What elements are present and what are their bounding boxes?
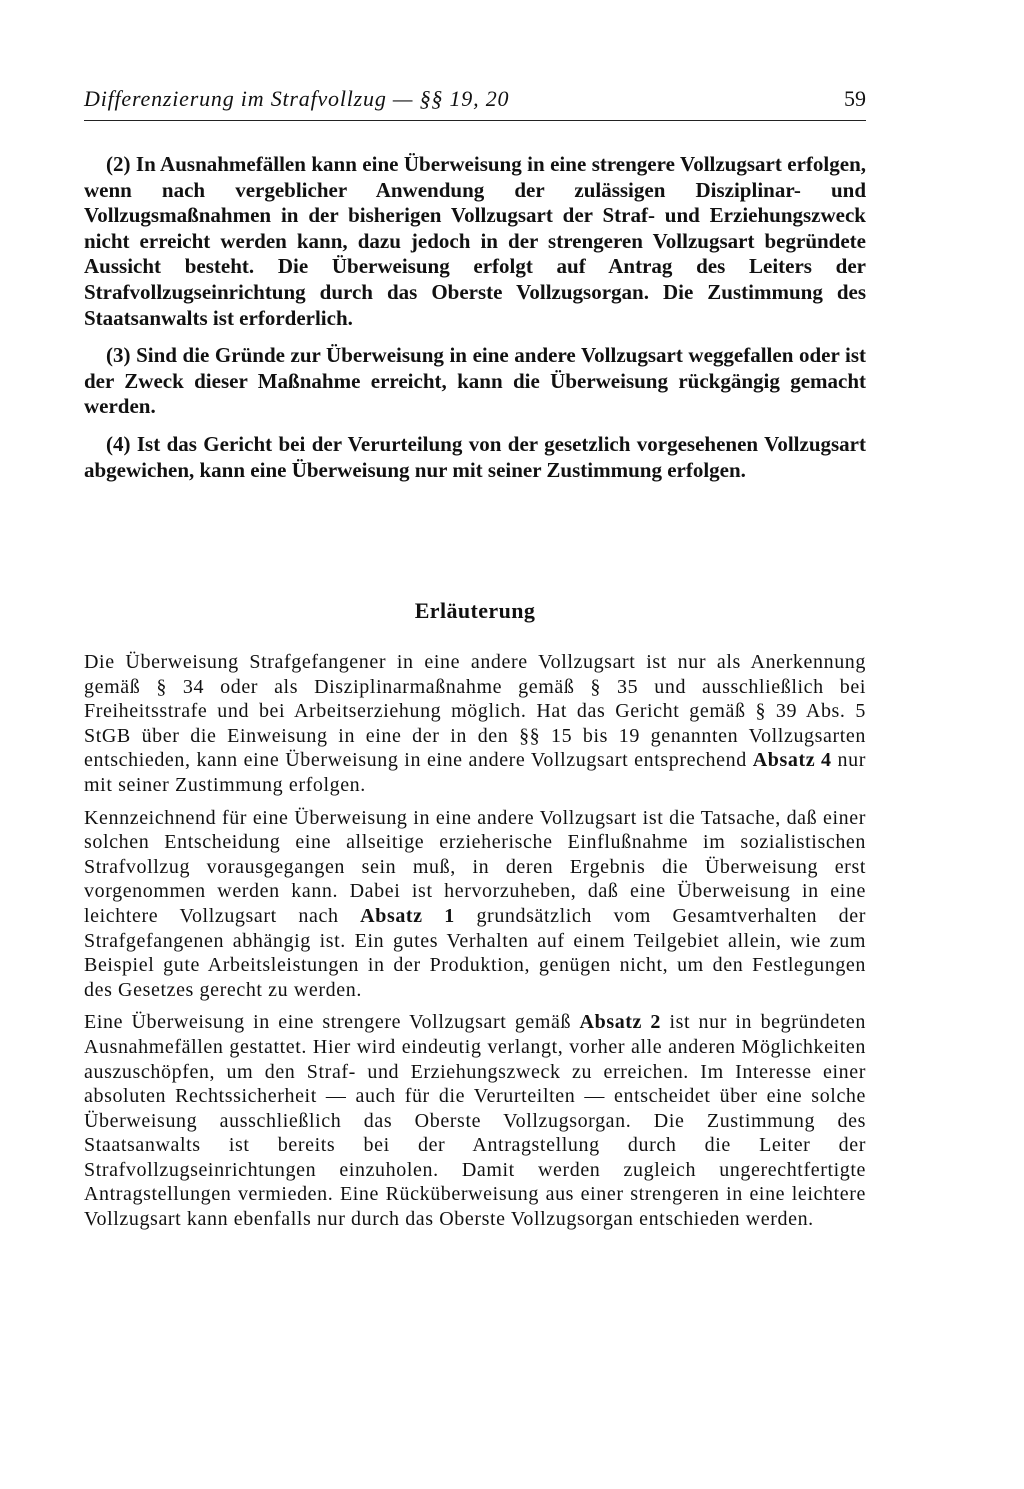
commentary-p1-text-a: Die Überweisung Strafgefangener in eine andere Vollzugsart ist nur als Anerkennung gemäß § 34 oder als Disziplinarmaßnahme gemäß § 35 und ausschließlich bei Freiheitsstrafe und bei Arbeitserziehung möglich. Hat das Gericht gemäß § 39 Abs. 5 StGB über die Einweisung in eine der in den §§ 15 bis 19 genannten Vollzugsarten entschieden, kann eine Überweisung in eine andere Vollzugsart entsprechend <box>84 651 866 772</box>
law-paragraph-4: (4) Ist das Gericht bei der Verurteilung von der gesetzlich vorgesehenen Vollzugsart abgewichen, kann eine Überweisung nur mit seiner Zustimmung erfolgen. <box>84 431 866 482</box>
commentary-p1-bold: Absatz 4 <box>752 749 832 772</box>
law-paragraph-3: (3) Sind die Gründe zur Überweisung in eine andere Vollzugsart weggefallen oder ist der Zweck dieser Maßnahme erreicht, kann die Überweisung rückgängig gemacht werden. <box>84 343 866 419</box>
commentary-p1-text-b: nur mit seiner Zustimmung erfolgen. <box>84 749 867 796</box>
commentary-p3-bold: Absatz 2 <box>579 1011 662 1034</box>
commentary-p2-text-b: grundsätzlich vom Gesamtverhalten der Strafgefangenen abhängig ist. Ein gutes Verhalten auf einem Teilgebiet allein, wie zum Beispiel gute Arbeitsleistungen in der Produktion, genügen nicht, um den Festlegungen des Gesetzes gerecht zu werden. <box>84 904 866 1001</box>
commentary-paragraph-3 <box>84 1010 866 1231</box>
commentary-text <box>84 650 866 1240</box>
section-title: Erläuterung <box>414 598 536 623</box>
commentary-p3-text-a: Eine Überweisung in eine strengere Vollzugsart gemäß <box>84 1011 580 1034</box>
commentary-p2-text-a: Kennzeichnend für eine Überweisung in eine andere Vollzugsart ist die Tatsache, daß einer solchen Entscheidung eine allseitige erzieherische Einflußnahme im sozialistischen Strafvollzug vorausgegangen sein muß, in deren Ergebnis die Überweisung erst vorgenommen werden kann. Dabei ist hervorzuheben, daß eine Überweisung in eine leichtere Vollzugsart nach <box>84 806 866 927</box>
page-number: 59 <box>844 86 866 111</box>
running-title: Differenzierung im Strafvollzug — §§ 19, 20 <box>84 86 510 111</box>
commentary-paragraph-2 <box>84 806 866 1003</box>
commentary-paragraph-1 <box>84 650 866 798</box>
law-paragraph-2: (2) In Ausnahmefällen kann eine Überweisung in eine strengere Vollzugsart erfolgen, wenn nach vergeblicher Anwendung der zulässigen Disziplinar- und Vollzugsmaßnahmen in der bisherigen Vollzugsart der Straf- und Erziehungszweck nicht erreicht werden kann, dazu jedoch in der strengeren Vollzugsart begründete Aussicht besteht. Die Überweisung erfolgt auf Antrag des Leiters der Strafvollzugseinrichtung durch das Oberste Vollzugsorgan. Die Zustimmung des Staatsanwalts ist erforderlich. <box>84 152 866 330</box>
law-text <box>84 152 866 495</box>
commentary-p2-bold: Absatz 1 <box>360 904 455 927</box>
commentary-p3-text-b: ist nur in begründeten Ausnahmefällen gestattet. Hier wird eindeutig verlangt, vorher alle anderen Möglichkeiten auszuschöpfen, um den Straf- und Erziehungszweck zu erreichen. Im Interesse einer absoluten Rechtssicherheit — auch für die Verurteilten — entscheidet über eine solche Überweisung ausschließlich das Oberste Vollzugsorgan. Die Zustimmung des Staatsanwalts ist bereits bei der Antragstellung durch die Leiter der Strafvollzugseinrichtungen einzuholen. Damit werden zugleich ungerechtfertigte Antragstellungen vermieden. Eine Rücküberweisung aus einer strengeren in eine leichtere Vollzugsart kann ebenfalls nur durch das Oberste Vollzugsorgan entschieden werden. <box>84 1011 867 1231</box>
header-rule <box>84 120 866 121</box>
running-header <box>84 86 866 116</box>
